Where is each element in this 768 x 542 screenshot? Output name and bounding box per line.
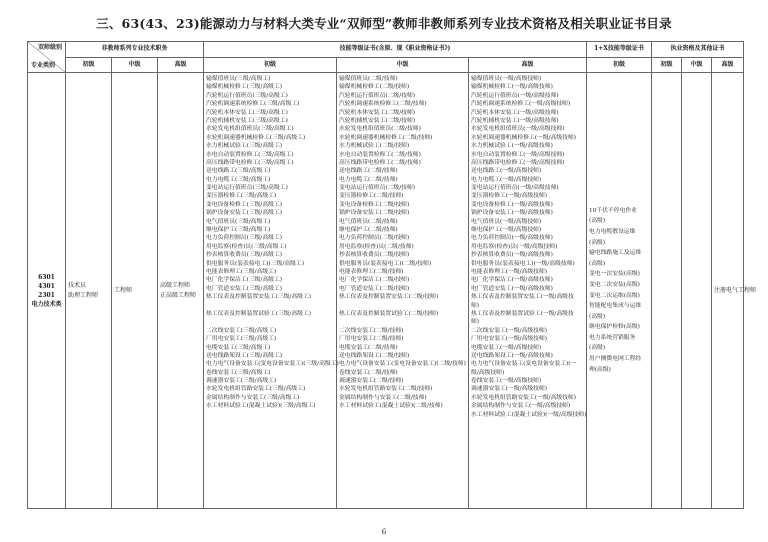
cert-item: 水轮机调速器机械检修工(二级/技师) bbox=[339, 134, 433, 141]
level-middle: 中级 bbox=[112, 57, 158, 73]
cert-item: 厂用电安装工(一级/高级技师) bbox=[471, 336, 548, 343]
cert-item: 输煤值班员(三级/高级工) bbox=[206, 76, 271, 82]
cert-item: (高级) bbox=[589, 345, 606, 352]
level-middle: 中级 bbox=[682, 57, 712, 73]
cert-item: 热工仪表及控制装置安装工(二级/技师) bbox=[339, 294, 439, 301]
cert-item: 锅炉设备安装工(一级/高级技师) bbox=[471, 210, 553, 217]
cert-item: 电力电缆工(三级/高级工) bbox=[206, 176, 271, 183]
cert-item: 用户侧微电网工程经 bbox=[589, 356, 642, 363]
cert-item: 水轮发电机组值班员(二级/技师) bbox=[339, 126, 421, 133]
cert-item: 调速器安装工(二级/技师) bbox=[339, 378, 404, 385]
cert-item: 高压线路带电检修工(二级/技师) bbox=[339, 159, 421, 166]
cert-item: 水力机械试验工(二级/技师) bbox=[339, 143, 410, 150]
cert-item: 电缆安装工(一级/高级技师) bbox=[471, 344, 542, 351]
cert-item: 水电自动装置检修工(一级/高级技师) bbox=[471, 151, 565, 158]
cert-item: 电气值班员(一级/高级技师) bbox=[471, 218, 542, 225]
other-middle-cell bbox=[682, 73, 712, 509]
cert-item: 师) bbox=[471, 302, 480, 309]
category-name: 电力技术类 bbox=[31, 300, 62, 308]
category-code: 4301 bbox=[38, 282, 55, 290]
cert-item: 水工材料试验工(混凝土试验)(一级/高级技师) bbox=[471, 411, 587, 418]
header-skill-cert: 技能等级证书(含原、现《职业资格证书》) bbox=[204, 42, 587, 58]
cert-item: 变电设备检修工(一级/高级技师) bbox=[471, 201, 553, 208]
cert-item: 用电监察(检查)员(一级/高级技师) bbox=[471, 243, 558, 250]
skill-middle-list bbox=[337, 73, 469, 509]
cert-item: 送电线路架设工(三级/高级工) bbox=[206, 352, 283, 359]
cert-item: 电力电缆工(二级/技师) bbox=[339, 176, 398, 183]
cert-item: 电厂化学保洁工(一级/高级技师) bbox=[471, 277, 553, 284]
cert-item: 二次线安装工(三级/高级工) bbox=[206, 327, 277, 334]
page-title: 三、63(43、23)能源动力与材料大类专业“双师型”教师非教师系列专业技术资格及相关职业证书目录 bbox=[96, 16, 672, 31]
cert-item: 10千伏不停电作业 bbox=[589, 207, 637, 214]
cert-item: 输电线路施工及运维 bbox=[589, 250, 642, 257]
cert-item: 变电站运行值班员(二级/技师) bbox=[339, 185, 416, 192]
cert-item bbox=[339, 302, 466, 310]
cert-item: (高级) bbox=[589, 313, 606, 320]
cert-item: 水电自动装置检修工(三级/高级工) bbox=[206, 151, 294, 158]
cert-item: 继电保护工(三级/高级工) bbox=[206, 227, 271, 234]
cert-item: 水轮机调速器机械检修工(三级/高级工) bbox=[206, 134, 306, 141]
category-cell bbox=[28, 73, 66, 509]
cert-item: 汽轮机本体安装工(一级/高级技师) bbox=[471, 109, 559, 116]
certificate-table bbox=[27, 41, 757, 509]
other-senior-cell: 注册电气工程师 bbox=[712, 73, 744, 509]
cert-item: 电力系统营销服务 bbox=[589, 334, 636, 341]
cert-item: 抄表核算收费员(三级/高级工) bbox=[206, 252, 283, 259]
cert-item: 电气值班员(二级/技师) bbox=[339, 218, 398, 225]
cert-item: 热工仪表及控制装置试验工(三级/高级工) bbox=[206, 310, 312, 317]
cert-item: 变电设备检修工(三级/高级工) bbox=[206, 201, 283, 208]
cert-item: 水轮发电机组值班员(三级/高级工) bbox=[206, 126, 294, 133]
cert-item: 水工材料试验工(混凝土试验)(三级/高级工) bbox=[206, 403, 316, 410]
cert-item: 锅炉设备安装工(二级/技师) bbox=[339, 210, 410, 217]
cert-item: 电能表修理工(一级/高级技师) bbox=[471, 268, 548, 275]
cert-item: 水力机械试验工(一级/高级技师) bbox=[471, 143, 553, 150]
level-primary: 初级 bbox=[652, 57, 682, 73]
cert-item: 抄表核算收费员(一级/高级技师) bbox=[471, 252, 553, 259]
cert-item: 汽轮机辅机安装工(一级/高级技师) bbox=[471, 117, 559, 124]
header-1x-cert: 1+X技能等级证书 bbox=[587, 42, 652, 58]
title-item: 正高级工程师 bbox=[160, 291, 197, 299]
cert-item: 汽轮机调速系统检修工(三级/高级工) bbox=[206, 101, 300, 108]
title-item: 高级工程师 bbox=[160, 281, 191, 289]
cert-item: 水轮发电机组值班员(一级/高级技师) bbox=[471, 126, 565, 133]
cert-item: 厂用电安装工(二级/技师) bbox=[339, 336, 404, 343]
cert-item: 汽轮机辅机安装工(二级/技师) bbox=[339, 117, 416, 124]
cert-item: 供电服务员(装表接电工)(三级/高级工) bbox=[206, 260, 304, 267]
cert-item: 智能配电集成与运维 bbox=[589, 303, 642, 310]
cert-item: 水工材料试验工(混凝土试验)(二级/技师) bbox=[339, 403, 443, 410]
cert-item: 电能表修理工(二级/技师) bbox=[339, 268, 404, 275]
cert-item: (高级) bbox=[589, 239, 606, 246]
cert-item: 水轮发电机组管路安装工(二级/技师) bbox=[339, 386, 433, 393]
cert-item: 热工仪表及控制装置试验工(一级/高级技 bbox=[471, 310, 574, 317]
cert-item: 变压器检修工(一级/高级技师) bbox=[471, 193, 548, 200]
cert-item: 水力机械试验工(三级/高级工) bbox=[206, 143, 283, 150]
cert-item: 输煤机械检修工(一级/高级技师) bbox=[471, 84, 553, 91]
cert-item: 电气值班员(三级/高级工) bbox=[206, 218, 271, 225]
cert-item: 输煤机械检修工(三级/高级工) bbox=[206, 84, 283, 91]
nonteacher-senior-cell bbox=[158, 73, 204, 509]
cert-item: 汽轮机运行值班员(一级/高级技师) bbox=[471, 92, 559, 99]
cert-item: 电力电气设备安装工(变电设备安装工)(一 bbox=[471, 361, 577, 368]
level-senior: 高级 bbox=[469, 57, 587, 73]
cert-item: 输煤值班员(一级/高级技师) bbox=[471, 76, 542, 82]
cert-item: 卷线安装工(三级/高级工) bbox=[206, 369, 271, 376]
cert-item: 金属结构制作与安装工(二级/技师) bbox=[339, 394, 427, 401]
cert-item: 变压器检修工(三级/高级工) bbox=[206, 193, 277, 200]
cert-item: 卷线安装工(二级/技师) bbox=[339, 369, 398, 376]
cert-item: 汽轮机辅机安装工(三级/高级工) bbox=[206, 117, 288, 124]
level-primary: 初级 bbox=[587, 57, 652, 73]
corner-level-label: 双师级别 bbox=[37, 44, 62, 51]
cert-item: 理(高级) bbox=[589, 366, 611, 373]
cert-item: 电缆安装工(三级/高级工) bbox=[206, 344, 271, 351]
cert-item: 用电监察(检查)员(二级/技师) bbox=[339, 243, 414, 250]
skill-primary-list bbox=[204, 73, 337, 509]
cert-item: 变电二次运维(高级) bbox=[589, 292, 640, 299]
cert-item: 水轮发电机组管路安装工(三级/高级工) bbox=[206, 386, 306, 393]
cert-item: 送电线路工(一级/高级技师) bbox=[471, 168, 542, 175]
cert-item: 用电监察(检查)员(三级/高级工) bbox=[206, 243, 287, 250]
header-nonteacher: 非教师系列专业技术职务 bbox=[66, 42, 204, 58]
cert-item: 继电保护检修(高级) bbox=[589, 324, 640, 331]
cert-item: 变压器检修工(二级/技师) bbox=[339, 193, 404, 200]
cert-item: 电力电气设备安装工(变电设备安装工)(三级/高级工) bbox=[206, 361, 339, 368]
skill-senior-list bbox=[469, 73, 587, 509]
level-senior: 高级 bbox=[158, 57, 204, 73]
cert-item: 变电二次安装(高级) bbox=[589, 281, 640, 288]
onex-primary-list bbox=[587, 73, 652, 509]
cert-item: 电力电缆工(一级/高级技师) bbox=[471, 176, 542, 183]
cert-item: 电厂管道安装工(二级/技师) bbox=[339, 285, 410, 292]
cert-item: 电缆安装工(二级/技师) bbox=[339, 344, 398, 351]
cert-item: 供电服务员(装表接电工)(二级/技师) bbox=[339, 260, 432, 267]
cert-item: 调速器安装工(三级/高级工) bbox=[206, 378, 277, 385]
cert-item: 变电设备检修工(二级/技师) bbox=[339, 201, 410, 208]
cert-item: (高级) bbox=[589, 218, 606, 225]
cert-item: 变电一次安装(高级) bbox=[589, 271, 640, 278]
cert-item: 继电保护工(二级/技师) bbox=[339, 227, 398, 234]
cert-item: 金属结构制作与安装工(一级/高级技师) bbox=[471, 403, 571, 410]
cert-item bbox=[339, 318, 466, 326]
cert-item: 送电线路工(二级/技师) bbox=[339, 168, 398, 175]
cert-item bbox=[206, 302, 334, 310]
cert-item: 电力电缆敷设运维 bbox=[589, 228, 636, 235]
cert-item: 汽轮机运行值班员(二级/技师) bbox=[339, 92, 416, 99]
cert-item: 水电自动装置检修工(二级/技师) bbox=[339, 151, 421, 158]
cert-item: 热工仪表及控制装置安装工(一级/高级技 bbox=[471, 294, 574, 301]
cert-item: 锅炉设备安装工(三级/高级工) bbox=[206, 210, 283, 217]
other-primary-cell bbox=[652, 73, 682, 509]
cert-item: 高压线路带电检修工(一级/高级技师) bbox=[471, 159, 565, 166]
cert-item bbox=[206, 318, 334, 326]
cert-item: 金属结构制作与安装工(三级/高级工) bbox=[206, 394, 300, 401]
cert-item: 汽轮机调速系统检修工(一级/高级技师) bbox=[471, 101, 571, 108]
cert-item: 供电服务员(装表接电工)(一级/高级技师) bbox=[471, 260, 575, 267]
nonteacher-primary-cell bbox=[66, 73, 112, 509]
cert-item: 厂用电安装工(三级/高级工) bbox=[206, 336, 277, 343]
cert-item: 电厂管道安装工(三级/高级工) bbox=[206, 285, 283, 292]
cert-item: 调速器安装工(一级/高级技师) bbox=[471, 386, 548, 393]
cert-item: 二次线安装工(一级/高级技师) bbox=[471, 327, 548, 334]
level-primary: 初级 bbox=[66, 57, 112, 73]
level-senior: 高级 bbox=[712, 57, 744, 73]
cert-item: 电厂管道安装工(一级/高级技师) bbox=[471, 285, 553, 292]
cert-item: 卷线安装工(一级/高级技师) bbox=[471, 378, 542, 385]
level-primary: 初级 bbox=[204, 57, 337, 73]
cert-item: 电力负荷控制员(三级/高级工) bbox=[206, 235, 283, 242]
cert-item: 抄表核算收费员(二级/技师) bbox=[339, 252, 410, 259]
cert-item: 电厂化学保洁工(三级/高级工) bbox=[206, 277, 283, 284]
cert-item: 送电线路架设工(一级/高级技师) bbox=[471, 352, 553, 359]
cert-item: 送电线路架设工(二级/技师) bbox=[339, 352, 410, 359]
corner-category-label: 专业类别 bbox=[31, 62, 56, 69]
corner-header-cell bbox=[28, 42, 66, 73]
category-code: 6301 bbox=[38, 273, 55, 281]
title-item: 技术员 bbox=[68, 281, 87, 289]
page-number: 6 bbox=[381, 528, 387, 536]
cert-item: 水轮机调速器机械检修工(一级/高级技师) bbox=[471, 134, 577, 141]
cert-item: 电厂化学保洁工(二级/技师) bbox=[339, 277, 410, 284]
level-middle: 中级 bbox=[337, 57, 469, 73]
nonteacher-middle-cell: 工程师 bbox=[112, 73, 158, 509]
cert-item: (高级) bbox=[589, 260, 606, 267]
cert-item: 热工仪表及控制装置试验工(二级/技师) bbox=[339, 310, 439, 317]
header-other-cert: 执业资格及其他证书 bbox=[652, 42, 744, 58]
cert-item: 汽轮机运行值班员(三级/高级工) bbox=[206, 92, 288, 99]
cert-item: 变电站运行值班员(三级/高级工) bbox=[206, 185, 288, 192]
cert-item: 电力负荷控制员(二级/技师) bbox=[339, 235, 410, 242]
cert-item: 输煤值班员(二级/技师) bbox=[339, 76, 398, 82]
cert-item: 热工仪表及控制装置安装工(三级/高级工) bbox=[206, 294, 312, 301]
cert-item: 师) bbox=[471, 319, 480, 326]
cert-item: 送电线路工(三级/高级工) bbox=[206, 168, 271, 175]
title-item: 助理工程师 bbox=[68, 291, 99, 299]
cert-item: 级/高级技师) bbox=[471, 369, 505, 376]
cert-item: 汽轮机本体安装工(三级/高级工) bbox=[206, 109, 288, 116]
cert-item: 二次线安装工(二级/技师) bbox=[339, 327, 404, 334]
cert-item: 电力电气设备安装工(变电设备安装工)(二级/技师) bbox=[339, 361, 466, 368]
cert-item: 高压线路带电检修工(三级/高级工) bbox=[206, 159, 294, 166]
cert-item: 水轮发电机组管路安装工(一级/高级技师) bbox=[471, 394, 577, 401]
cert-item: 汽轮机本体安装工(二级/技师) bbox=[339, 109, 416, 116]
category-code: 2301 bbox=[38, 291, 55, 299]
cert-item: 电力负荷控制员(一级/高级技师) bbox=[471, 235, 553, 242]
cert-item: 继电保护工(一级/高级技师) bbox=[471, 227, 542, 234]
cert-item: 变电站运行值班员(一级/高级技师) bbox=[471, 185, 559, 192]
cert-item: 电能表修理工(三级/高级工) bbox=[206, 268, 277, 275]
cert-item: 汽轮机调速系统检修工(二级/技师) bbox=[339, 101, 427, 108]
cert-item: 输煤机械检修工(二级/技师) bbox=[339, 84, 410, 91]
